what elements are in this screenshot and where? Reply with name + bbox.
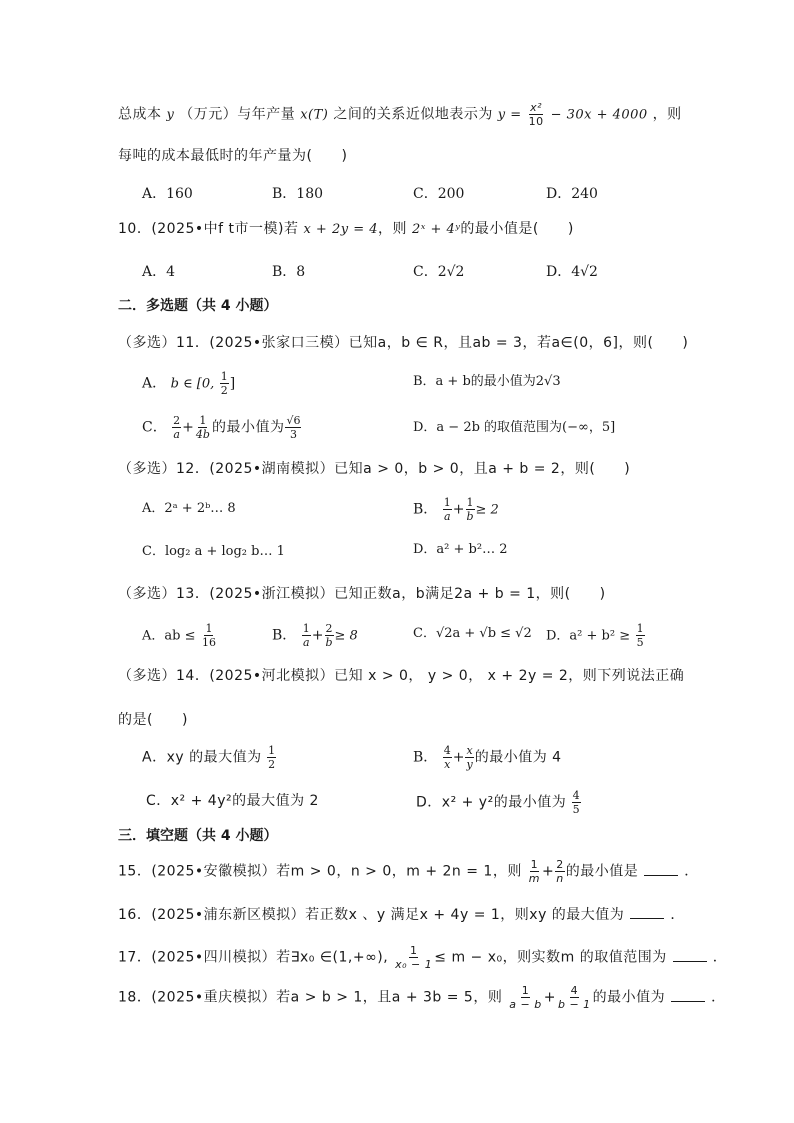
q10-condition: x + 2y = 4	[303, 222, 378, 237]
q14-stem-line2: 的是( )	[118, 712, 188, 728]
q16-answer-blank[interactable]	[630, 904, 664, 919]
q15-frac1: $\frac{1}{m}$	[528, 858, 541, 885]
q11-option-a-fraction: $\frac{1}{2}$	[220, 370, 228, 397]
q13-option-c: C．√2a + √b ≤ √2	[413, 626, 532, 641]
q13-stem: （多选）13．(2025•浙江模拟）已知正数a，b满足2a + b = 1，则( )	[118, 586, 606, 602]
q13-option-d-fraction: $\frac{1}{5}$	[636, 622, 644, 649]
q12-option-b-frac1: $\frac{1}{a}$	[443, 496, 451, 523]
q11-option-c-frac3: $\frac{√6}{3}$	[286, 414, 301, 441]
q15-text: 15．(2025•安徽模拟）若m > 0，n > 0，m + 2n = 1，则	[118, 863, 522, 880]
q17-answer-blank[interactable]	[673, 947, 707, 962]
q14-option-c: C．x² + 4y²的最大值为 2	[146, 793, 319, 809]
q10-source: 10．(2025•中f t市一模)	[118, 221, 284, 237]
section-heading-fill-in: 三．填空题（共 4 小题）	[118, 828, 278, 844]
q9-formula-rest: − 30x + 4000	[550, 107, 648, 123]
q14-option-b-frac1: $\frac{4}{x}$	[443, 744, 451, 771]
option-label: A．	[142, 375, 167, 392]
q11-option-a-end: ]	[229, 375, 236, 392]
q11-stem: （多选）11．(2025•张家口三模）已知a，b ∈ R，且ab = 3，若a∈(0，6]，则( )	[118, 335, 689, 351]
q18-answer-blank[interactable]	[671, 987, 705, 1002]
q15-frac2: $\frac{2}{n}$	[556, 858, 564, 885]
q10-text: ，则	[378, 221, 407, 237]
q12-stem: （多选）12．(2025•湖南模拟）已知a > 0，b > 0，且a + b = 2，则( )	[118, 461, 631, 477]
option-label: B．	[272, 627, 297, 644]
q13-option-d	[546, 622, 646, 649]
q11-option-a	[142, 370, 235, 397]
q11-option-a-expr: b ∈ [0,	[170, 376, 215, 392]
q17-text: ≤ m − x₀，则实数m 的取值范围为	[434, 949, 667, 966]
q9-text: 总成本	[118, 106, 162, 123]
q17-stem	[118, 944, 727, 971]
q9-option-d: D．240	[546, 186, 598, 202]
q14-option-b-frac2: $\frac{x}{y}$	[466, 744, 473, 771]
q17-text: 17．(2025•四川模拟）若∃x₀ ∈(1,+∞),	[118, 949, 389, 966]
q12-option-b-frac2: $\frac{1}{b}$	[466, 496, 474, 523]
q14-option-d-text: D．x² + y²的最小值为	[416, 794, 567, 811]
q11-option-d: D．a − 2b 的取值范围为(−∞，5]	[413, 420, 616, 435]
q9-formula-lhs: y =	[497, 107, 522, 123]
q12-option-a: A．2ᵃ + 2ᵇ… 8	[142, 501, 236, 516]
q14-option-d-fraction: $\frac{4}{5}$	[572, 789, 580, 816]
option-label: B．	[413, 749, 438, 766]
q9-line1	[118, 101, 682, 128]
q11-option-c-frac1: $\frac{2}{a}$	[173, 414, 181, 441]
q18-text: 的最小值为	[592, 989, 666, 1006]
q11-option-c-text: 的最小值为	[211, 419, 285, 436]
q13-option-b: B． $\frac{1}{a}$ + $\frac{2}{b}$ ≥ 8	[272, 622, 358, 649]
q17-fraction: $\frac{1}{\text{x₀ − 1}}$	[395, 944, 433, 971]
q11-option-c-frac2: $\frac{1}{4b}$	[195, 414, 210, 441]
q10-option-d: D．4√2	[546, 264, 598, 280]
q17-tail: ．	[712, 949, 728, 966]
q18-text: 18．(2025•重庆模拟）若a > b > 1，且a + 3b = 5，则	[118, 989, 503, 1006]
q10-stem	[118, 219, 574, 240]
q9-text: 之间的关系近似地表示为	[333, 106, 493, 123]
q15-stem: 15．(2025•安徽模拟）若m > 0，n > 0，m + 2n = 1，则 $\frac{1}{m}$ + $\frac{2}{n}$ 的最小值是 ．	[118, 858, 699, 885]
q9-line2: 每吨的成本最低时的年产量为( )	[118, 148, 348, 164]
q10-option-a: A．4	[142, 264, 176, 280]
q9-var-y: y	[166, 107, 175, 123]
q13-option-b-frac1: $\frac{1}{a}$	[302, 622, 310, 649]
q16-stem	[118, 904, 685, 925]
q18-frac2: $\frac{4}{b - 1}$	[557, 984, 591, 1011]
q11-option-b: B．a + b的最小值为2√3	[413, 374, 561, 389]
q9-option-b: B．180	[272, 186, 324, 202]
q11-option-c: C． $\frac{2}{a}$ + $\frac{1}{4b}$ 的最小值为 $\frac{√6}{3}$	[142, 414, 301, 441]
q10-text: 若	[284, 221, 299, 237]
q12-option-b: B． $\frac{1}{a}$ + $\frac{1}{b}$ ≥ 2	[413, 496, 499, 523]
section-heading-multiple-choice: 二．多选题（共 4 小题）	[118, 298, 278, 314]
q10-option-b: B．8	[272, 264, 306, 280]
q13-option-a	[142, 622, 218, 649]
q16-text: 16．(2025•浦东新区模拟）若正数x 、y 满足x + 4y = 1，则xy 的最大值为	[118, 907, 625, 923]
q10-expression: 2ˣ + 4ʸ	[411, 222, 461, 237]
q16-tail: ．	[670, 907, 685, 923]
q12-option-b-end: ≥ 2	[475, 502, 499, 518]
q14-option-a-fraction: $\frac{1}{2}$	[268, 744, 276, 771]
q13-option-a-fraction: $\frac{1}{16}$	[201, 622, 216, 649]
q10-option-c: C．2√2	[413, 264, 465, 280]
q9-option-c: C．200	[413, 186, 465, 202]
option-label: C．	[142, 419, 167, 436]
q13-option-d-expr: D．a² + b² ≥	[546, 628, 631, 644]
q14-option-a	[142, 744, 277, 771]
q13-option-a-expr: A．ab ≤	[142, 628, 196, 644]
q9-text: ，则	[652, 106, 682, 123]
q14-stem-line1: （多选）14．(2025•河北模拟）已知 x > 0， y > 0， x + 2y = 2，则下列说法正确	[118, 668, 685, 684]
q9-fraction: $\frac{\text{x²}}{10}$	[528, 101, 544, 128]
q15-text: 的最小值是	[565, 863, 639, 880]
q14-option-a-text: A．xy 的最大值为	[142, 749, 262, 766]
q10-text: 的最小值是( )	[460, 221, 574, 237]
option-label: B．	[413, 501, 438, 518]
q18-frac1: $\frac{1}{a - b}$	[509, 984, 542, 1011]
q18-tail: ．	[711, 989, 726, 1006]
q12-option-d: D．a² + b²… 2	[413, 542, 508, 557]
q9-option-a: A．160	[142, 186, 193, 202]
q9-var-x: x(T)	[300, 107, 329, 123]
q14-option-b-text: 的最小值为 4	[474, 749, 562, 766]
q13-option-b-frac2: $\frac{2}{b}$	[325, 622, 333, 649]
q18-stem: 18．(2025•重庆模拟）若a > b > 1，且a + 3b = 5，则 $\frac{1}{a - b}$ + $\frac{4}{b - 1}$ 的最小值为 ．	[118, 984, 726, 1011]
q13-option-b-end: ≥ 8	[334, 628, 358, 644]
q14-option-b: B． $\frac{4}{x}$ + $\frac{x}{y}$ 的最小值为 4	[413, 744, 562, 771]
q15-tail: ．	[684, 863, 699, 880]
q12-option-c: C．log₂ a + log₂ b… 1	[142, 544, 285, 559]
q9-text: （万元）与年产量	[179, 106, 296, 123]
q14-option-d	[416, 789, 582, 816]
q15-answer-blank[interactable]	[644, 861, 678, 876]
